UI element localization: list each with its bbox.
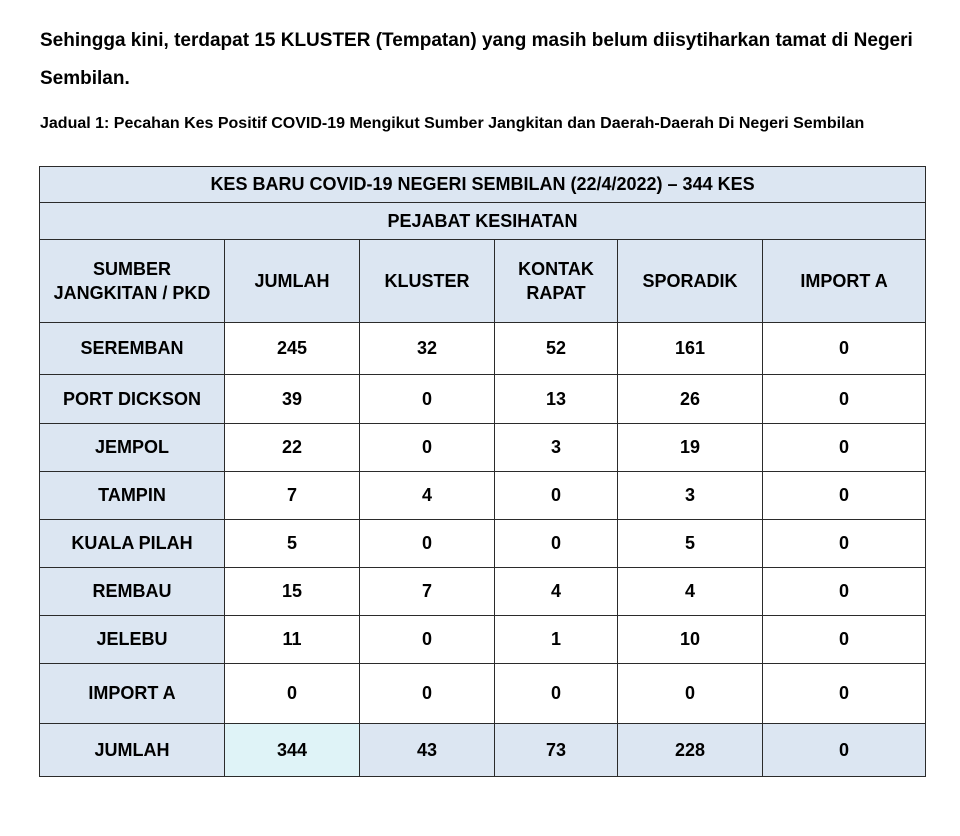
total-label-cell: JUMLAH (40, 724, 225, 777)
value-cell: 0 (763, 664, 926, 724)
intro-paragraph: Sehingga kini, terdapat 15 KLUSTER (Tempatan) yang masih belum diisytiharkan tamat di Negeri Sembilan. (40, 30, 913, 89)
value-cell: 161 (618, 323, 763, 375)
value-cell: 0 (763, 472, 926, 520)
value-cell: 0 (495, 472, 618, 520)
value-cell: 0 (360, 664, 495, 724)
table-row (40, 472, 926, 520)
table-subtitle: PEJABAT KESIHATAN (40, 203, 926, 240)
header-cell: KONTAK RAPAT (495, 240, 618, 323)
total-value-cell: 73 (495, 724, 618, 777)
table-row (40, 520, 926, 568)
value-cell: 0 (360, 424, 495, 472)
value-cell: 0 (495, 520, 618, 568)
value-cell: 4 (360, 472, 495, 520)
header-cell: SUMBER JANGKITAN / PKD (40, 240, 225, 323)
value-cell: 0 (360, 520, 495, 568)
header-cell: IMPORT A (763, 240, 926, 323)
value-cell: 4 (495, 568, 618, 616)
table-row (40, 375, 926, 424)
header-row (40, 240, 926, 323)
value-cell: 5 (225, 520, 360, 568)
district-cell: JEMPOL (40, 424, 225, 472)
value-cell: 5 (618, 520, 763, 568)
table-row (40, 616, 926, 664)
value-cell: 11 (225, 616, 360, 664)
header-cell: SPORADIK (618, 240, 763, 323)
value-cell: 0 (360, 375, 495, 424)
value-cell: 0 (763, 520, 926, 568)
value-cell: 0 (618, 664, 763, 724)
header-cell: KLUSTER (360, 240, 495, 323)
table-row (40, 323, 926, 375)
value-cell: 0 (495, 664, 618, 724)
table-row (40, 664, 926, 724)
district-cell: KUALA PILAH (40, 520, 225, 568)
total-value-cell: 228 (618, 724, 763, 777)
table-row (40, 424, 926, 472)
value-cell: 4 (618, 568, 763, 616)
value-cell: 0 (763, 424, 926, 472)
value-cell: 19 (618, 424, 763, 472)
value-cell: 3 (618, 472, 763, 520)
district-cell: PORT DICKSON (40, 375, 225, 424)
total-value-cell: 0 (763, 724, 926, 777)
value-cell: 39 (225, 375, 360, 424)
total-value-cell: 344 (225, 724, 360, 777)
total-value-cell: 43 (360, 724, 495, 777)
table-caption: Jadual 1: Pecahan Kes Positif COVID-19 Mengikut Sumber Jangkitan dan Daerah-Daerah Di Negeri Sembilan (40, 115, 865, 132)
value-cell: 0 (763, 616, 926, 664)
value-cell: 7 (360, 568, 495, 616)
total-row (40, 724, 926, 777)
value-cell: 13 (495, 375, 618, 424)
value-cell: 10 (618, 616, 763, 664)
value-cell: 1 (495, 616, 618, 664)
district-cell: JELEBU (40, 616, 225, 664)
value-cell: 26 (618, 375, 763, 424)
district-cell: TAMPIN (40, 472, 225, 520)
value-cell: 0 (763, 568, 926, 616)
value-cell: 22 (225, 424, 360, 472)
district-cell: IMPORT A (40, 664, 225, 724)
value-cell: 32 (360, 323, 495, 375)
value-cell: 52 (495, 323, 618, 375)
covid-cases-table (39, 166, 926, 777)
value-cell: 0 (763, 375, 926, 424)
value-cell: 7 (225, 472, 360, 520)
value-cell: 15 (225, 568, 360, 616)
table-title: KES BARU COVID-19 NEGERI SEMBILAN (22/4/2022) – 344 KES (40, 167, 926, 203)
table-row (40, 568, 926, 616)
value-cell: 245 (225, 323, 360, 375)
district-cell: SEREMBAN (40, 323, 225, 375)
district-cell: REMBAU (40, 568, 225, 616)
value-cell: 0 (763, 323, 926, 375)
value-cell: 0 (225, 664, 360, 724)
value-cell: 0 (360, 616, 495, 664)
header-cell: JUMLAH (225, 240, 360, 323)
value-cell: 3 (495, 424, 618, 472)
